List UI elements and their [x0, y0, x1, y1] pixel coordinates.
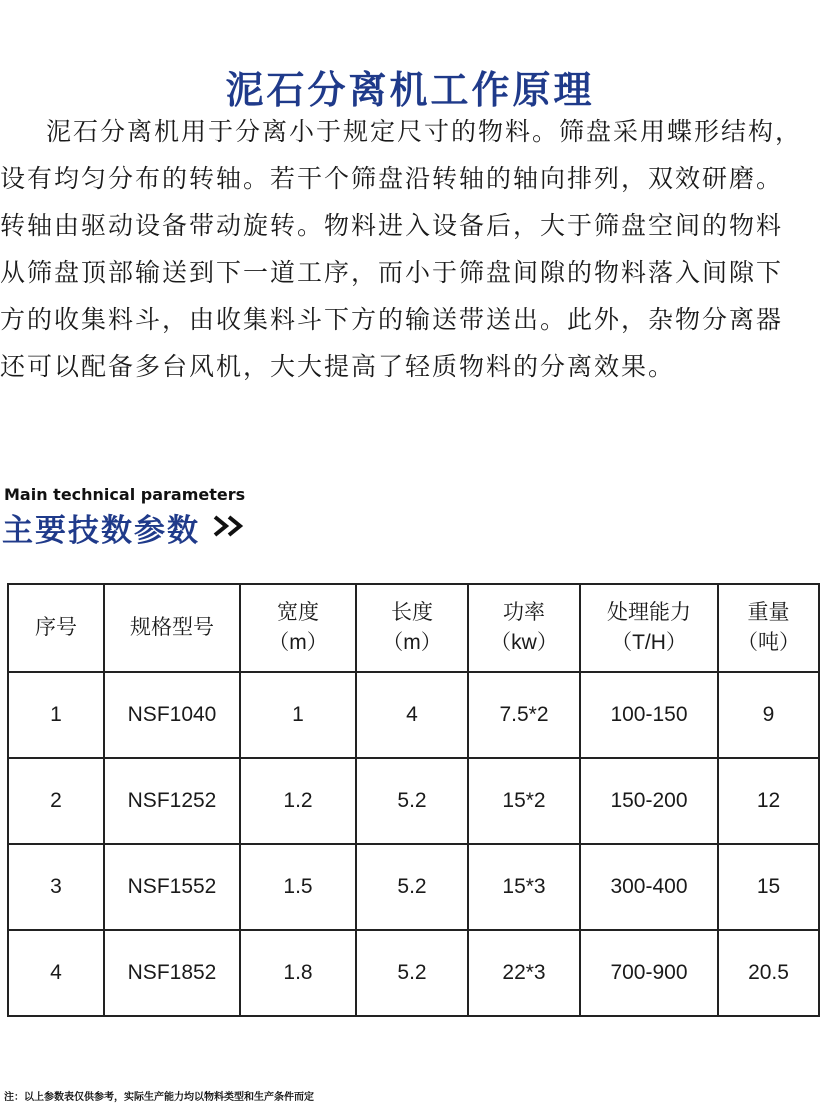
table-cell: 20.5: [718, 930, 819, 1016]
table-cell: 1.8: [240, 930, 356, 1016]
table-row: [8, 672, 819, 758]
table-cell: 300-400: [580, 844, 718, 930]
intro-line: 还可以配备多台风机，大大提高了轻质物料的分离效果。: [0, 352, 676, 381]
header-length: 长度 （m）: [356, 584, 468, 672]
double-chevron-right-icon: [212, 514, 246, 542]
table-header-row: [8, 584, 819, 672]
table-cell: 1: [240, 672, 356, 758]
table-cell: 1.5: [240, 844, 356, 930]
table-row: [8, 844, 819, 930]
table-row: [8, 758, 819, 844]
intro-paragraph: [0, 108, 820, 390]
header-model: 规格型号: [104, 584, 240, 672]
table-cell: 1.2: [240, 758, 356, 844]
page-title: 泥石分离机工作原理: [225, 68, 595, 113]
intro-line: 设有均匀分布的转轴。若干个筛盘沿转轴的轴向排列，双效研磨。: [0, 164, 784, 193]
table-cell: NSF1552: [104, 844, 240, 930]
header-width: 宽度 （m）: [240, 584, 356, 672]
table-row: [8, 930, 819, 1016]
table-cell: 7.5*2: [468, 672, 580, 758]
parameters-table: [7, 583, 820, 1017]
table-cell: 1: [8, 672, 104, 758]
intro-line: 转轴由驱动设备带动旋转。物料进入设备后，大于筛盘空间的物料: [0, 211, 784, 240]
table-cell: 5.2: [356, 758, 468, 844]
table-cell: 4: [8, 930, 104, 1016]
header-index: 序号: [8, 584, 104, 672]
table-cell: 9: [718, 672, 819, 758]
section-heading-cn: [2, 505, 246, 550]
table-cell: 5.2: [356, 844, 468, 930]
table-cell: NSF1252: [104, 758, 240, 844]
table-cell: 15: [718, 844, 819, 930]
table-cell: 15*3: [468, 844, 580, 930]
header-capacity: 处理能力 （T/H）: [580, 584, 718, 672]
footnote: 注：以上参数表仅供参考，实际生产能力均以物料类型和生产条件而定: [4, 1092, 314, 1103]
table-cell: 150-200: [580, 758, 718, 844]
intro-line: 从筛盘顶部输送到下一道工序，而小于筛盘间隙的物料落入间隙下: [0, 258, 784, 287]
table-cell: 15*2: [468, 758, 580, 844]
table-cell: NSF1852: [104, 930, 240, 1016]
table-cell: 5.2: [356, 930, 468, 1016]
section-heading-cn-text: 主要技数参数: [2, 513, 200, 549]
table-cell: 22*3: [468, 930, 580, 1016]
intro-line: 方的收集料斗，由收集料斗下方的输送带送出。此外，杂物分离器: [0, 305, 784, 334]
section-heading-en: Main technical parameters: [4, 485, 246, 504]
table-cell: 100-150: [580, 672, 718, 758]
table-cell: 4: [356, 672, 468, 758]
intro-line: 泥石分离机用于分离小于规定尺寸的物料。筛盘采用蝶形结构，: [46, 117, 803, 146]
table-cell: 12: [718, 758, 819, 844]
table-cell: 700-900: [580, 930, 718, 1016]
table-cell: 2: [8, 758, 104, 844]
table-cell: 3: [8, 844, 104, 930]
table-cell: NSF1040: [104, 672, 240, 758]
header-weight: 重量 （吨）: [718, 584, 819, 672]
header-power: 功率 （kw）: [468, 584, 580, 672]
